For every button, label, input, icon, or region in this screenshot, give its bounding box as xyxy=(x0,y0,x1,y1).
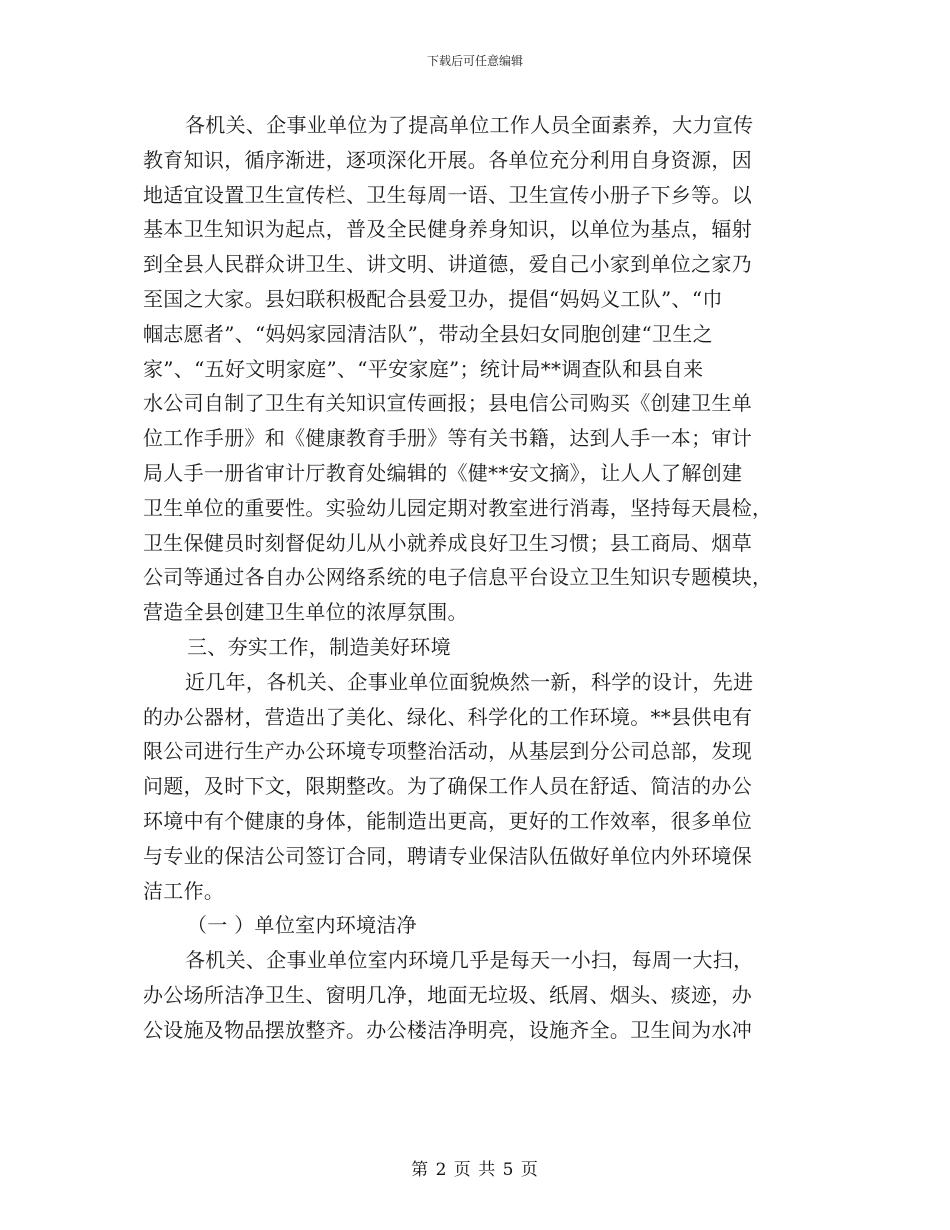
body-line: 帼志愿者”、“妈妈家园清洁队”，带动全县妇女同胞创建“卫生之 xyxy=(143,321,713,346)
body-line: 营造全县创建卫生单位的浓厚氛围。 xyxy=(143,600,468,625)
body-line: 各机关、企事业单位室内环境几乎是每天一小扫，每周一大扫， xyxy=(185,948,754,973)
body-line: 洁工作。 xyxy=(143,878,225,903)
body-line: 局人手一册省审计厅教育处编辑的《健**安文摘》，让人人了解创建 xyxy=(143,460,743,485)
body-line: 与专业的保洁公司签订合同，聘请专业保洁队伍做好单位内外环境保 xyxy=(143,843,752,868)
document-body xyxy=(143,108,809,1048)
body-line: 公司等通过各自办公网络系统的电子信息平台设立卫生知识专题模块， xyxy=(143,565,773,590)
body-line: 环境中有个健康的身体，能制造出更高，更好的工作效率，很多单位 xyxy=(143,808,752,833)
body-line: 位工作手册》和《健康教育手册》等有关书籍，达到人手一本；审计 xyxy=(143,426,752,451)
page-number-footer: 第 2 页 共 5 页 xyxy=(411,1160,539,1180)
body-line: 地适宜设置卫生宣传栏、卫生每周一语、卫生宣传小册子下乡等。以 xyxy=(143,182,752,207)
body-line: 家”、“五好文明家庭”、“平安家庭”；统计局**调查队和县自来 xyxy=(143,356,704,381)
body-line: 基本卫生知识为起点，普及全民健身养身知识，以单位为基点，辐射 xyxy=(143,217,752,242)
section-heading: 三、夯实工作，制造美好环境 xyxy=(187,634,451,659)
body-line: 近几年，各机关、企事业单位面貌焕然一新，科学的设计，先进 xyxy=(185,669,754,694)
body-line: 卫生保健员时刻督促幼儿从小就养成良好卫生习惯；县工商局、烟草 xyxy=(143,530,752,555)
body-line: 各机关、企事业单位为了提高单位工作人员全面素养，大力宣传 xyxy=(185,113,754,137)
body-line: 到全县人民群众讲卫生、讲文明、讲道德，爱自己小家到单位之家乃 xyxy=(143,252,752,277)
body-line: 卫生单位的重要性。实验幼儿园定期对教室进行消毒，坚持每天晨检， xyxy=(143,495,773,520)
body-line: 办公场所洁净卫生、窗明几净，地面无垃圾、纸屑、烟头、痰迹，办 xyxy=(143,982,752,1007)
page-header-note: 下载后可任意编辑 xyxy=(426,54,523,68)
body-line: 限公司进行生产办公环境专项整治活动，从基层到分公司总部，发现 xyxy=(143,739,752,764)
body-line: 水公司自制了卫生有关知识宣传画报；县电信公司购买《创建卫生单 xyxy=(143,391,752,416)
body-line: 教育知识，循序渐进，逐项深化开展。各单位充分利用自身资源，因 xyxy=(143,147,752,172)
body-line: 的办公器材，营造出了美化、绿化、科学化的工作环境。**县供电有 xyxy=(143,704,753,729)
body-line: 公设施及物品摆放整齐。办公楼洁净明亮，设施齐全。卫生间为水冲 xyxy=(143,1017,752,1042)
body-line: 问题，及时下文，限期整改。为了确保工作人员在舒适、简洁的办公 xyxy=(143,774,752,799)
body-line: 至国之大家。县妇联积极配合县爱卫办，提倡“妈妈义工队”、“巾 xyxy=(143,286,723,311)
subsection-heading: （一 ）单位室内环境洁净 xyxy=(187,913,417,938)
